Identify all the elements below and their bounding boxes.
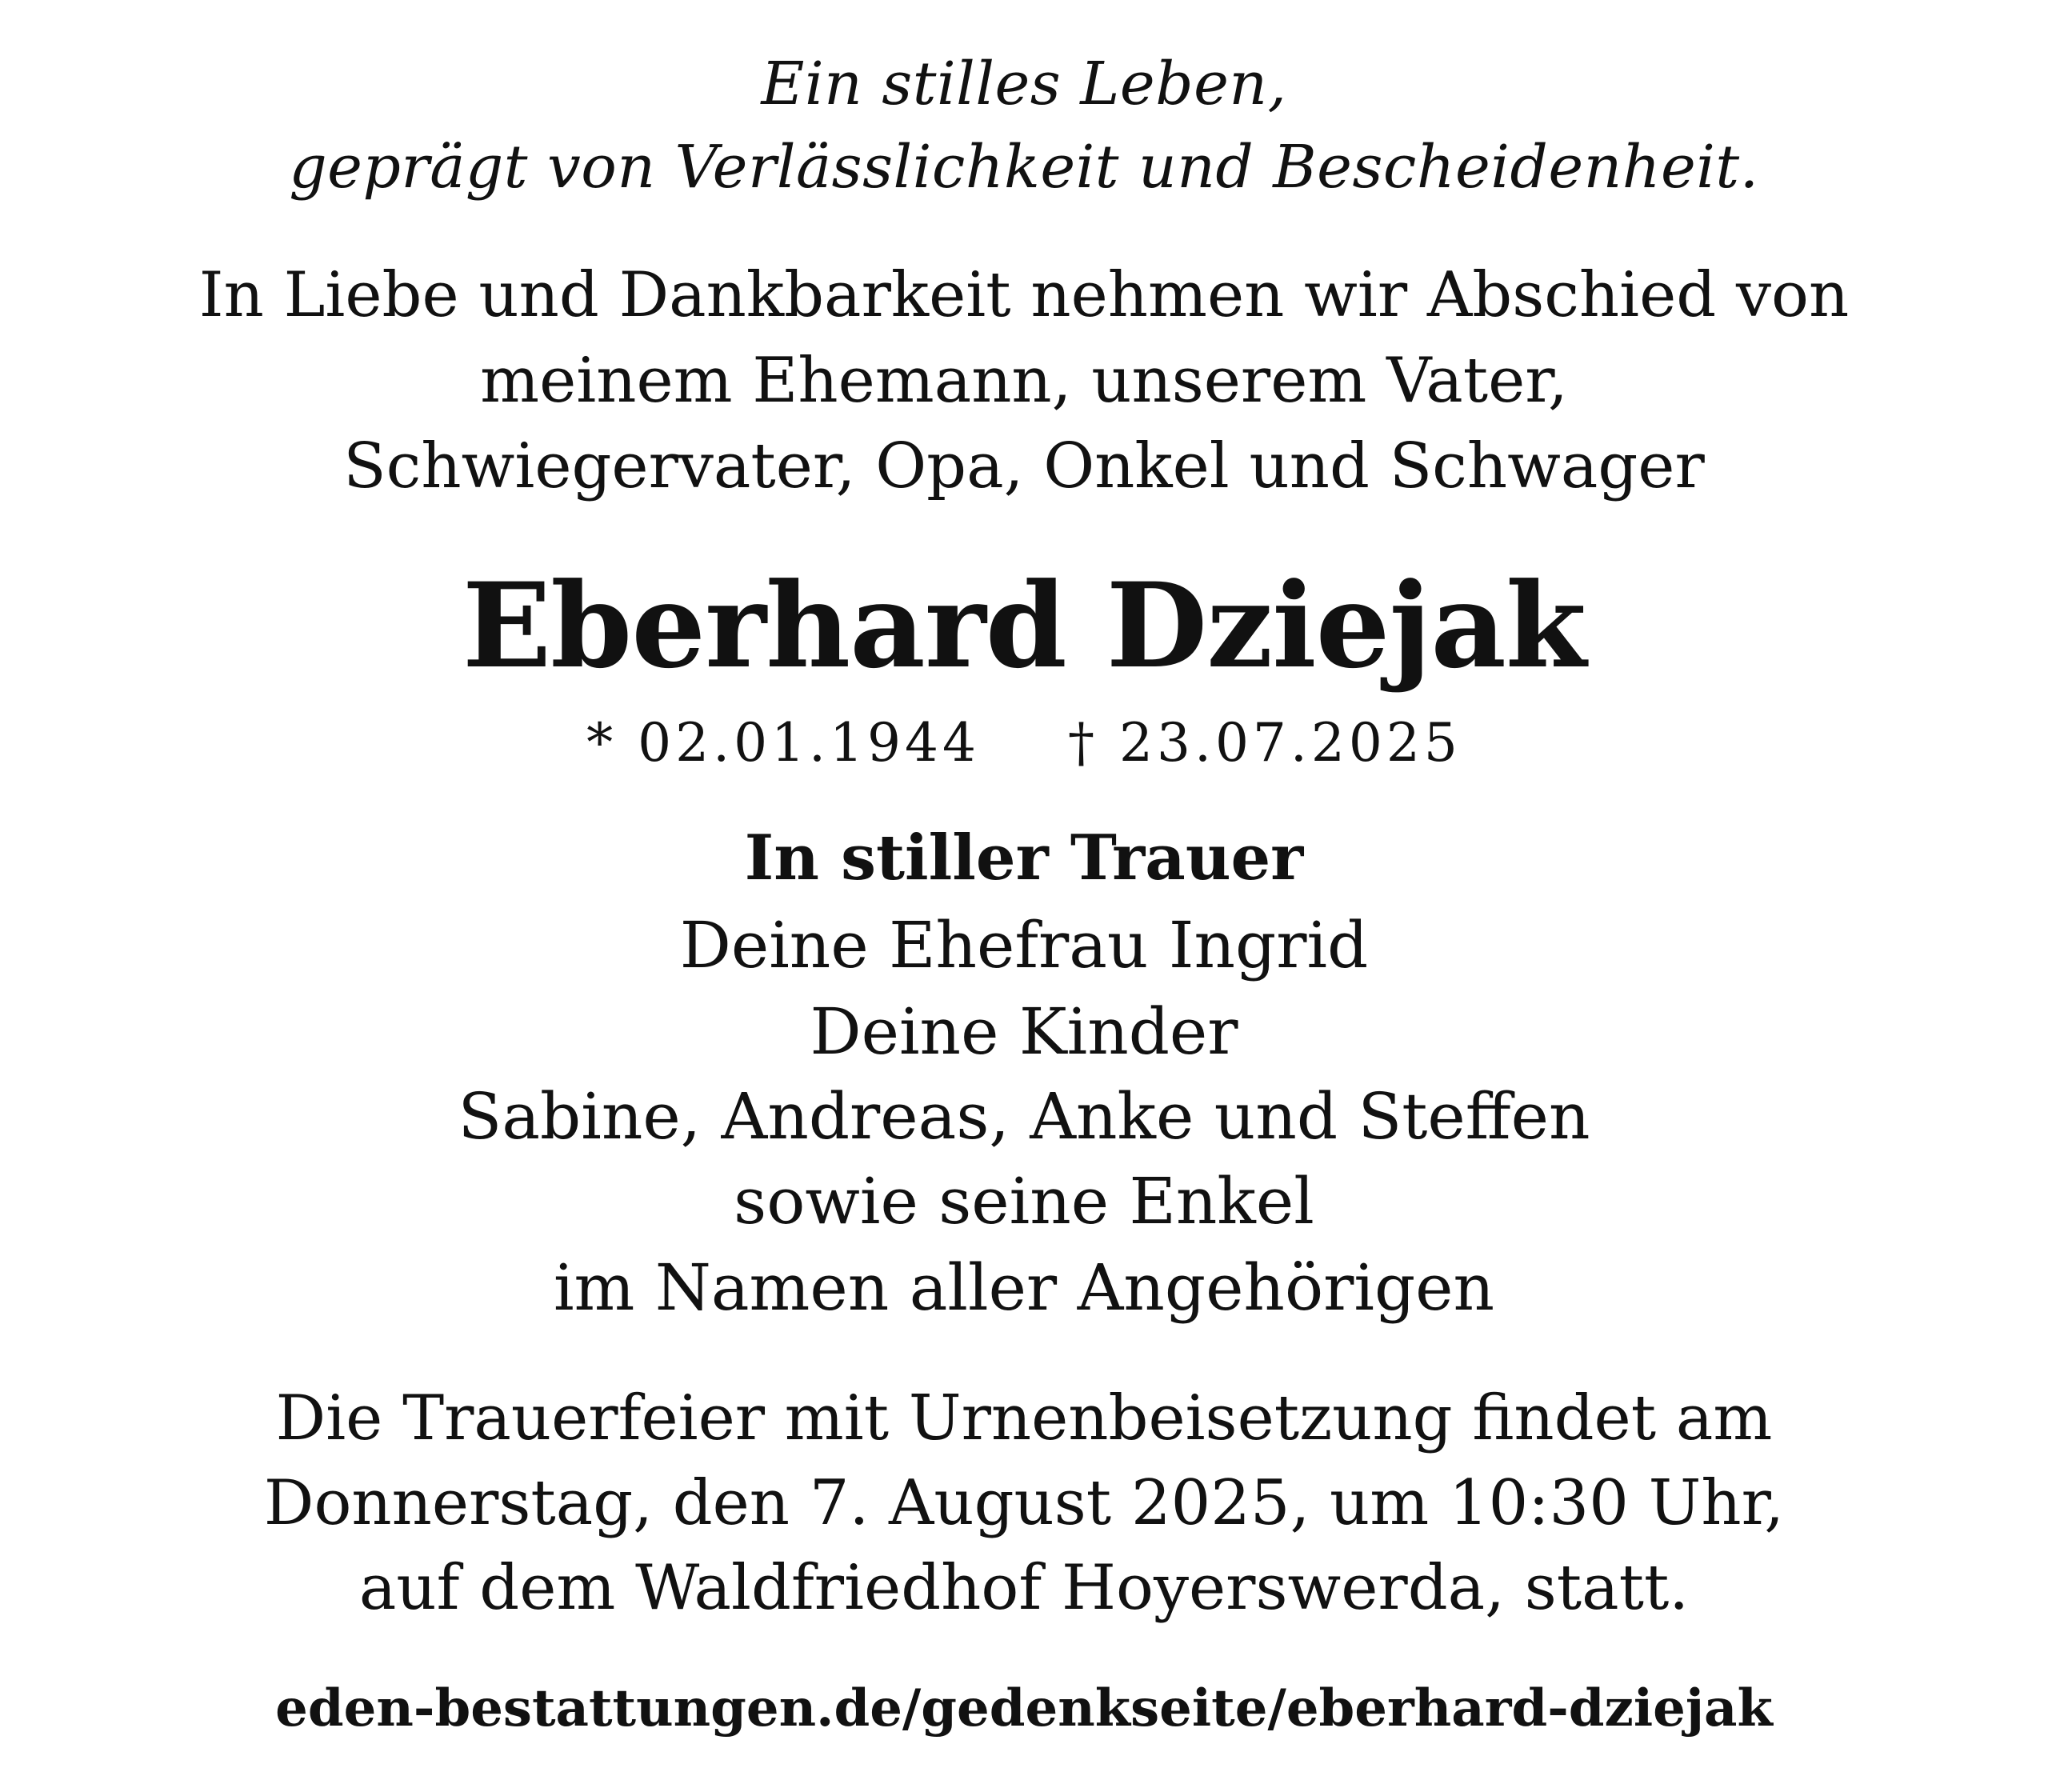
intro-line-2: Schwiegervater, Opa, Onkel und Schwager <box>343 430 1705 502</box>
ceremony-line-3: auf dem Waldfriedhof Hoyerswerda, statt. <box>358 1552 1690 1624</box>
ceremony-line-2: Donnerstag, den 7. August 2025, um 10:30 Uhr, <box>263 1467 1785 1539</box>
memorial-page-url: eden-bestattungen.de/gedenkseite/eberhard-dziejak <box>275 1678 1773 1738</box>
intro-line-1: In Liebe und Dankbarkeit nehmen wir Abschied von <box>198 259 1850 331</box>
mourner-line: Sabine, Andreas, Anke und Steffen <box>458 1079 1590 1154</box>
mourner-line: im Namen aller Angehörigen <box>553 1250 1495 1325</box>
life-dates <box>0 712 2048 774</box>
motto-line-2: geprägt von Verlässlichkeit und Bescheidenheit. <box>289 133 1759 202</box>
mourner-line: sowie seine Enkel <box>734 1164 1314 1238</box>
ceremony-line-1: Die Trauerfeier mit Urnenbeisetzung findet am <box>275 1382 1773 1454</box>
mourners-title: In stiller Trauer <box>744 822 1304 894</box>
birth-date: * 02.01.1944 <box>586 712 980 774</box>
mourner-line: Deine Kinder <box>810 994 1238 1069</box>
death-date: † 23.07.2025 <box>1068 712 1462 774</box>
intro-line-2: meinem Ehemann, unserem Vater, <box>480 345 1568 417</box>
deceased-name: Eberhard Dziejak <box>462 558 1586 694</box>
motto-line-1: Ein stilles Leben, <box>761 50 1287 118</box>
mourner-line: Deine Ehefrau Ingrid <box>679 908 1369 982</box>
